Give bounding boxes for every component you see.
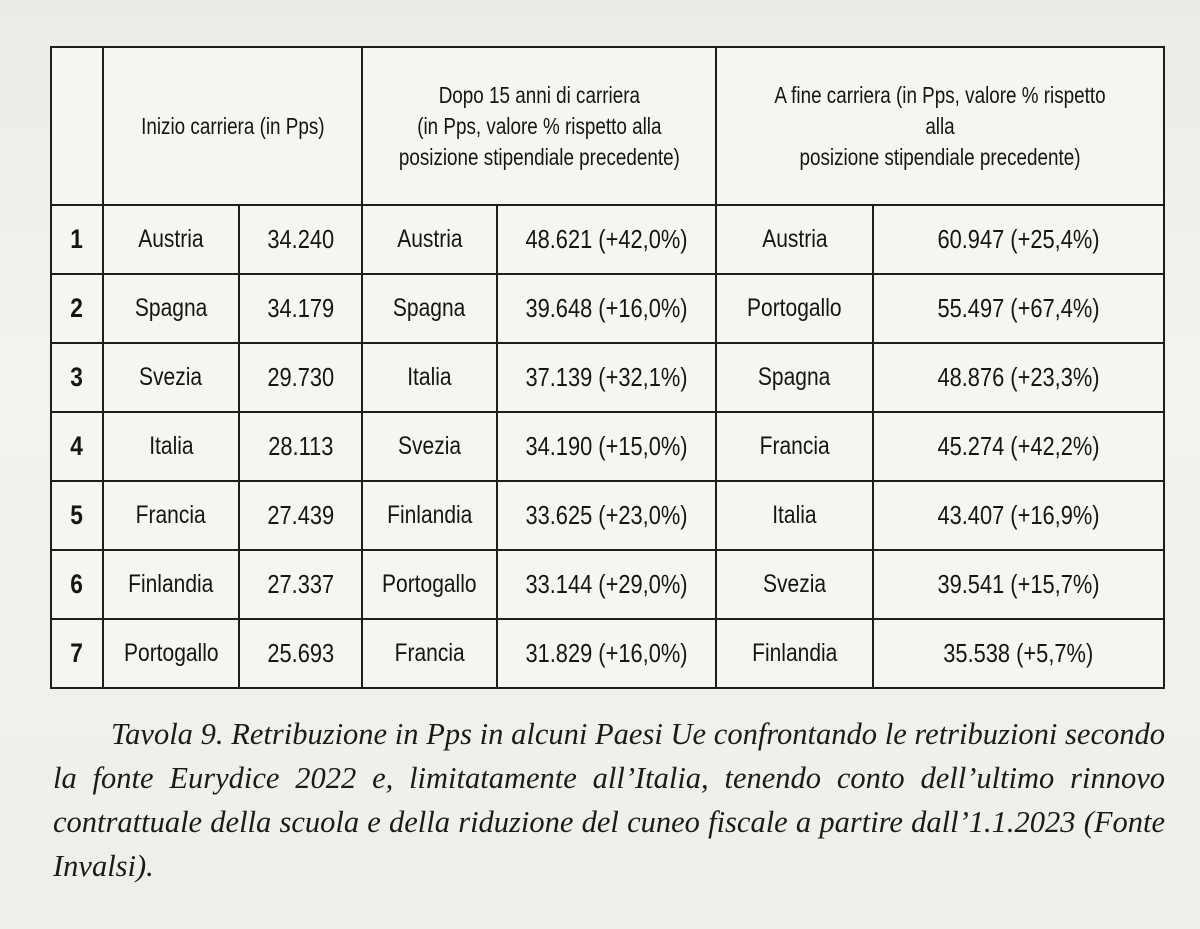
- table-row: [51, 205, 1164, 274]
- mid-country-cell: Finlandia: [362, 481, 497, 550]
- mid-country-cell: Svezia: [362, 412, 497, 481]
- start-country-cell: Francia: [103, 481, 239, 550]
- table-row: [51, 412, 1164, 481]
- end-value-cell: 60.947 (+25,4%): [873, 205, 1164, 274]
- mid-country-cell: Spagna: [362, 274, 497, 343]
- mid-value-cell: 34.190 (+15,0%): [497, 412, 716, 481]
- salary-comparison-table: [50, 46, 1165, 689]
- table-row: [51, 274, 1164, 343]
- mid-value-cell: 48.621 (+42,0%): [497, 205, 716, 274]
- start-value-cell: 28.113: [239, 412, 362, 481]
- end-country-cell: Italia: [716, 481, 873, 550]
- start-value-cell: 27.439: [239, 481, 362, 550]
- start-country-cell: Italia: [103, 412, 239, 481]
- mid-country-cell: Francia: [362, 619, 497, 688]
- end-value-cell: 48.876 (+23,3%): [873, 343, 1164, 412]
- mid-value-cell: 31.829 (+16,0%): [497, 619, 716, 688]
- table-row: [51, 619, 1164, 688]
- start-value-cell: 25.693: [239, 619, 362, 688]
- table-caption: Tavola 9. Retribuzione in Pps in alcuni Paesi Ue confrontando le retribuzioni secondo la fonte Eurydice 2022 e, limitatamente all’Italia, tenendo conto dell’ultimo rinnovo contrattuale della scuola e della riduzione del cuneo fiscale a partire dall’1.1.2023 (Fonte Invalsi).: [53, 717, 1165, 883]
- start-value-cell: 34.240: [239, 205, 362, 274]
- mid-country-cell: Portogallo: [362, 550, 497, 619]
- rank-cell: 3: [51, 343, 103, 412]
- end-country-cell: Portogallo: [716, 274, 873, 343]
- rank-header: [51, 47, 103, 205]
- table-row: [51, 550, 1164, 619]
- rank-cell: 5: [51, 481, 103, 550]
- rank-cell: 6: [51, 550, 103, 619]
- mid-value-cell: 39.648 (+16,0%): [497, 274, 716, 343]
- start-value-cell: 29.730: [239, 343, 362, 412]
- end-country-cell: Svezia: [716, 550, 873, 619]
- mid-value-cell: 37.139 (+32,1%): [497, 343, 716, 412]
- end-country-cell: Austria: [716, 205, 873, 274]
- end-country-cell: Francia: [716, 412, 873, 481]
- mid-value-cell: 33.144 (+29,0%): [497, 550, 716, 619]
- end-value-cell: 39.541 (+15,7%): [873, 550, 1164, 619]
- end-value-cell: 45.274 (+42,2%): [873, 412, 1164, 481]
- start-country-cell: Spagna: [103, 274, 239, 343]
- mid-country-cell: Austria: [362, 205, 497, 274]
- table-row: [51, 481, 1164, 550]
- start-value-cell: 27.337: [239, 550, 362, 619]
- table-row: [51, 343, 1164, 412]
- header-row: [51, 47, 1164, 205]
- rank-cell: 4: [51, 412, 103, 481]
- end-value-cell: 35.538 (+5,7%): [873, 619, 1164, 688]
- end-country-cell: Finlandia: [716, 619, 873, 688]
- start-career-header: Inizio carriera (in Pps): [103, 47, 362, 205]
- rank-cell: 7: [51, 619, 103, 688]
- end-country-cell: Spagna: [716, 343, 873, 412]
- start-country-cell: Svezia: [103, 343, 239, 412]
- mid-country-cell: Italia: [362, 343, 497, 412]
- rank-cell: 2: [51, 274, 103, 343]
- start-country-cell: Austria: [103, 205, 239, 274]
- end-value-cell: 55.497 (+67,4%): [873, 274, 1164, 343]
- mid-career-header: Dopo 15 anni di carriera (in Pps, valore % rispetto alla posizione stipendiale precedente): [362, 47, 716, 205]
- end-career-header: A fine carriera (in Pps, valore % rispetto alla posizione stipendiale precedente): [716, 47, 1164, 205]
- mid-value-cell: 33.625 (+23,0%): [497, 481, 716, 550]
- rank-cell: 1: [51, 205, 103, 274]
- end-value-cell: 43.407 (+16,9%): [873, 481, 1164, 550]
- start-value-cell: 34.179: [239, 274, 362, 343]
- start-country-cell: Portogallo: [103, 619, 239, 688]
- start-country-cell: Finlandia: [103, 550, 239, 619]
